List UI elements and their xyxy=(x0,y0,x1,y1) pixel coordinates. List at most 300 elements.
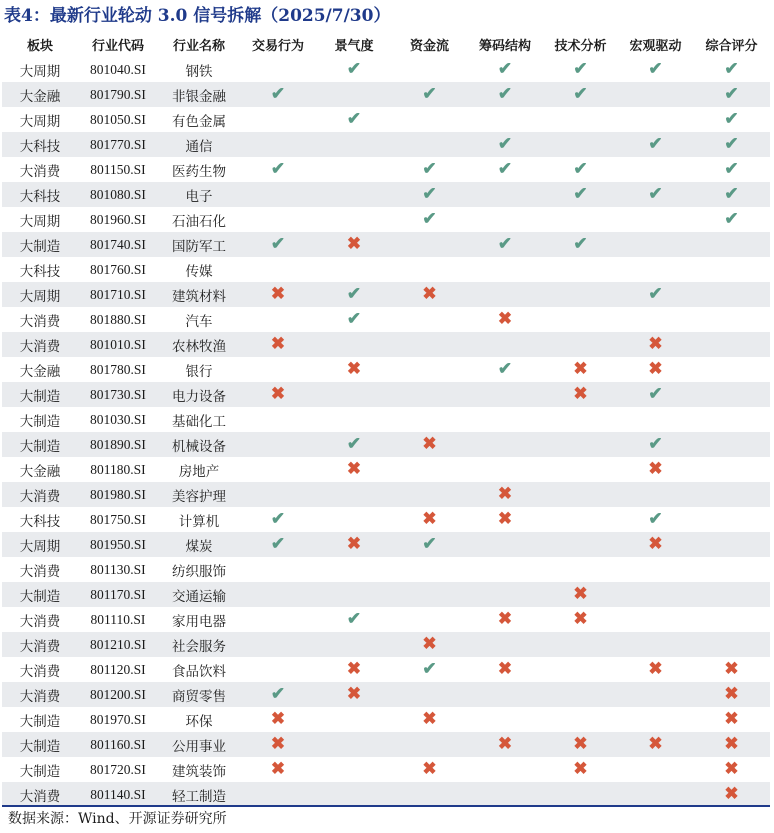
chip-signal-cell xyxy=(467,707,543,732)
macro-signal-cell xyxy=(618,507,693,532)
table-row xyxy=(2,432,770,457)
fund-flow-signal-cell xyxy=(392,407,467,432)
fund-flow-signal-cell xyxy=(392,107,467,132)
check-icon: ✔ xyxy=(270,684,286,704)
sector-cell: 大制造 xyxy=(19,713,61,730)
prosperity-signal-cell xyxy=(316,657,392,682)
prosperity-signal-cell xyxy=(316,732,392,757)
name-cell: 农林牧渔 xyxy=(158,332,240,357)
chip-signal-cell xyxy=(467,307,543,332)
name-cell: 机械设备 xyxy=(158,432,240,457)
table-row xyxy=(2,632,770,657)
fund-flow-signal-cell xyxy=(392,557,467,582)
table-row xyxy=(2,682,770,707)
table-row xyxy=(2,82,770,107)
fund-flow-signal-cell xyxy=(392,532,467,557)
check-icon: ✔ xyxy=(573,184,588,204)
table-row xyxy=(2,157,770,182)
code-cell: 801720.SI xyxy=(90,761,146,777)
prosperity-signal-cell xyxy=(316,357,392,382)
macro-signal-cell xyxy=(618,657,693,682)
check-icon: ✔ xyxy=(573,84,588,104)
name-cell: 煤炭 xyxy=(158,532,240,557)
chip-signal-cell xyxy=(467,57,543,82)
fund-flow-signal-cell xyxy=(392,657,467,682)
check-icon: ✔ xyxy=(422,84,437,104)
name-cell: 建筑装饰 xyxy=(172,763,226,780)
sector-cell: 大消费 xyxy=(2,682,78,707)
score-signal-cell xyxy=(693,582,770,607)
macro-signal-cell xyxy=(618,307,693,332)
sector-cell: 大周期 xyxy=(19,213,61,230)
cross-icon: ✖ xyxy=(724,734,739,754)
chip-signal-cell xyxy=(467,782,543,807)
code-cell: 801950.SI xyxy=(78,532,158,557)
score-signal-cell xyxy=(693,757,770,782)
score-signal-cell xyxy=(693,607,770,632)
score-signal-cell xyxy=(693,182,770,207)
fund-flow-signal-cell xyxy=(392,682,467,707)
col-header-macro: 宏观驱动 xyxy=(629,38,682,54)
sector-cell: 大消费 xyxy=(19,613,61,630)
sector-cell: 大科技 xyxy=(19,513,61,530)
table-row xyxy=(2,557,770,582)
macro-signal-cell xyxy=(618,432,693,457)
cross-icon: ✖ xyxy=(346,659,362,679)
trading-signal-cell xyxy=(240,757,316,782)
score-signal-cell xyxy=(693,282,770,307)
sector-cell: 大消费 xyxy=(2,482,78,507)
name-cell: 汽车 xyxy=(185,313,213,330)
trading-signal-cell xyxy=(240,132,316,157)
cross-icon: ✖ xyxy=(270,284,286,304)
fund-flow-signal-cell xyxy=(392,357,467,382)
trading-signal-cell xyxy=(240,232,316,257)
table-row xyxy=(2,332,770,357)
chip-signal-cell xyxy=(467,657,543,682)
score-signal-cell xyxy=(693,232,770,257)
chip-signal-cell xyxy=(467,457,543,482)
code-cell: 801750.SI xyxy=(90,511,146,527)
table-title: 表4：最新行业轮动 3.0 信号拆解（2025/7/30） xyxy=(4,6,391,26)
fund-flow-signal-cell xyxy=(392,707,467,732)
chip-signal-cell xyxy=(467,282,543,307)
chip-signal-cell xyxy=(467,532,543,557)
cross-icon: ✖ xyxy=(346,459,362,479)
table-row xyxy=(2,732,770,757)
cross-icon: ✖ xyxy=(270,759,286,779)
col-header-sector: 板块 xyxy=(26,38,53,54)
col-header-trading: 交易行为 xyxy=(251,38,304,54)
macro-signal-cell xyxy=(618,182,693,207)
cross-icon: ✖ xyxy=(497,484,513,504)
name-cell: 电子 xyxy=(158,182,240,207)
col-header-prosperity: 景气度 xyxy=(334,38,374,54)
trading-signal-cell xyxy=(240,632,316,657)
check-icon: ✔ xyxy=(724,134,739,154)
technical-signal-cell xyxy=(543,457,618,482)
trading-signal-cell xyxy=(240,182,316,207)
col-header-chip: 筹码结构 xyxy=(478,38,531,54)
macro-signal-cell xyxy=(618,782,693,807)
score-signal-cell xyxy=(693,457,770,482)
name-cell: 环保 xyxy=(185,713,213,730)
fund-flow-signal-cell xyxy=(392,182,467,207)
name-cell: 商贸零售 xyxy=(158,682,240,707)
fund-flow-signal-cell xyxy=(392,282,467,307)
prosperity-signal-cell xyxy=(316,757,392,782)
prosperity-signal-cell xyxy=(316,707,392,732)
macro-signal-cell xyxy=(618,482,693,507)
code-cell: 801030.SI xyxy=(90,411,146,427)
fund-flow-signal-cell xyxy=(392,507,467,532)
fund-flow-signal-cell xyxy=(392,432,467,457)
code-cell: 801170.SI xyxy=(78,582,158,607)
table-row xyxy=(2,207,770,232)
check-icon: ✔ xyxy=(346,609,362,629)
sector-cell: 大消费 xyxy=(19,663,61,680)
cross-icon: ✖ xyxy=(573,384,588,404)
code-cell: 801730.SI xyxy=(78,382,158,407)
fund-flow-signal-cell xyxy=(392,207,467,232)
table-row xyxy=(2,582,770,607)
trading-signal-cell xyxy=(240,682,316,707)
table-row xyxy=(2,257,770,282)
macro-signal-cell xyxy=(618,682,693,707)
code-cell: 801970.SI xyxy=(90,711,146,727)
chip-signal-cell xyxy=(467,507,543,532)
chip-signal-cell xyxy=(467,82,543,107)
col-header-score: 综合评分 xyxy=(705,38,758,54)
check-icon: ✔ xyxy=(497,134,513,154)
technical-signal-cell xyxy=(543,257,618,282)
score-signal-cell xyxy=(693,382,770,407)
prosperity-signal-cell xyxy=(316,582,392,607)
macro-signal-cell xyxy=(618,107,693,132)
check-icon: ✔ xyxy=(724,59,739,79)
technical-signal-cell xyxy=(543,357,618,382)
name-cell: 银行 xyxy=(185,363,213,380)
name-cell: 轻工制造 xyxy=(158,782,240,807)
table-row xyxy=(2,657,770,682)
trading-signal-cell xyxy=(240,657,316,682)
check-icon: ✔ xyxy=(497,234,513,254)
fund-flow-signal-cell xyxy=(392,232,467,257)
fund-flow-signal-cell xyxy=(392,782,467,807)
cross-icon: ✖ xyxy=(724,784,739,804)
macro-signal-cell xyxy=(618,257,693,282)
technical-signal-cell xyxy=(543,607,618,632)
col-header-fund-flow: 资金流 xyxy=(409,38,449,54)
sector-cell: 大制造 xyxy=(19,763,61,780)
check-icon: ✔ xyxy=(724,209,739,229)
code-cell: 801040.SI xyxy=(90,61,146,77)
trading-signal-cell xyxy=(240,732,316,757)
prosperity-signal-cell xyxy=(316,457,392,482)
cross-icon: ✖ xyxy=(648,459,663,479)
cross-icon: ✖ xyxy=(497,509,513,529)
fund-flow-signal-cell xyxy=(392,482,467,507)
table-row xyxy=(2,307,770,332)
technical-signal-cell xyxy=(543,532,618,557)
score-signal-cell xyxy=(693,682,770,707)
chip-signal-cell xyxy=(467,732,543,757)
macro-signal-cell xyxy=(618,382,693,407)
name-cell: 有色金属 xyxy=(172,113,226,130)
technical-signal-cell xyxy=(543,207,618,232)
fund-flow-signal-cell xyxy=(392,157,467,182)
col-header-code: 行业代码 xyxy=(91,38,144,54)
prosperity-signal-cell xyxy=(316,257,392,282)
code-cell: 801780.SI xyxy=(90,361,146,377)
prosperity-signal-cell xyxy=(316,332,392,357)
check-icon: ✔ xyxy=(270,509,286,529)
table-row xyxy=(2,232,770,257)
cross-icon: ✖ xyxy=(270,709,286,729)
cross-icon: ✖ xyxy=(346,234,362,254)
macro-signal-cell xyxy=(618,632,693,657)
cross-icon: ✖ xyxy=(724,759,739,779)
sector-cell: 大金融 xyxy=(19,463,61,480)
fund-flow-signal-cell xyxy=(392,307,467,332)
code-cell: 801200.SI xyxy=(78,682,158,707)
check-icon: ✔ xyxy=(422,534,437,554)
technical-signal-cell xyxy=(543,782,618,807)
check-icon: ✔ xyxy=(648,284,663,304)
score-signal-cell xyxy=(693,557,770,582)
technical-signal-cell xyxy=(543,632,618,657)
col-header-technical: 技术分析 xyxy=(554,38,607,54)
name-cell: 基础化工 xyxy=(172,413,226,430)
score-signal-cell xyxy=(693,157,770,182)
code-cell: 801880.SI xyxy=(90,311,146,327)
check-icon: ✔ xyxy=(497,159,513,179)
technical-signal-cell xyxy=(543,507,618,532)
macro-signal-cell xyxy=(618,207,693,232)
chip-signal-cell xyxy=(467,132,543,157)
sector-cell: 大制造 xyxy=(2,232,78,257)
prosperity-signal-cell xyxy=(316,432,392,457)
check-icon: ✔ xyxy=(422,209,437,229)
macro-signal-cell xyxy=(618,357,693,382)
table-row xyxy=(2,132,770,157)
sector-cell: 大制造 xyxy=(2,382,78,407)
macro-signal-cell xyxy=(618,607,693,632)
check-icon: ✔ xyxy=(346,59,362,79)
sector-cell: 大消费 xyxy=(2,632,78,657)
macro-signal-cell xyxy=(618,532,693,557)
prosperity-signal-cell xyxy=(316,507,392,532)
macro-signal-cell xyxy=(618,757,693,782)
check-icon: ✔ xyxy=(573,59,588,79)
table-row xyxy=(2,407,770,432)
prosperity-signal-cell xyxy=(316,57,392,82)
chip-signal-cell xyxy=(467,407,543,432)
cross-icon: ✖ xyxy=(422,509,437,529)
check-icon: ✔ xyxy=(724,159,739,179)
trading-signal-cell xyxy=(240,707,316,732)
name-cell: 交通运输 xyxy=(158,582,240,607)
check-icon: ✔ xyxy=(573,159,588,179)
check-icon: ✔ xyxy=(573,234,588,254)
prosperity-signal-cell xyxy=(316,482,392,507)
sector-cell: 大消费 xyxy=(19,563,61,580)
code-cell: 801130.SI xyxy=(90,561,146,577)
score-signal-cell xyxy=(693,307,770,332)
score-signal-cell xyxy=(693,257,770,282)
macro-signal-cell xyxy=(618,707,693,732)
code-cell: 801760.SI xyxy=(90,261,146,277)
fund-flow-signal-cell xyxy=(392,332,467,357)
macro-signal-cell xyxy=(618,457,693,482)
trading-signal-cell xyxy=(240,357,316,382)
chip-signal-cell xyxy=(467,207,543,232)
code-cell: 801770.SI xyxy=(78,132,158,157)
cross-icon: ✖ xyxy=(422,434,437,454)
technical-signal-cell xyxy=(543,432,618,457)
check-icon: ✔ xyxy=(270,84,286,104)
cross-icon: ✖ xyxy=(724,684,739,704)
check-icon: ✔ xyxy=(648,384,663,404)
score-signal-cell xyxy=(693,657,770,682)
prosperity-signal-cell xyxy=(316,607,392,632)
trading-signal-cell xyxy=(240,482,316,507)
code-cell: 801980.SI xyxy=(78,482,158,507)
macro-signal-cell xyxy=(618,282,693,307)
name-cell: 食品饮料 xyxy=(172,663,226,680)
trading-signal-cell xyxy=(240,582,316,607)
cross-icon: ✖ xyxy=(724,709,739,729)
fund-flow-signal-cell xyxy=(392,607,467,632)
code-cell: 801110.SI xyxy=(90,611,146,627)
name-cell: 传媒 xyxy=(185,263,213,280)
technical-signal-cell xyxy=(543,707,618,732)
table-row xyxy=(2,457,770,482)
prosperity-signal-cell xyxy=(316,207,392,232)
check-icon: ✔ xyxy=(724,184,739,204)
bottom-rule xyxy=(2,805,770,807)
cross-icon: ✖ xyxy=(422,634,437,654)
table-row xyxy=(2,107,770,132)
macro-signal-cell xyxy=(618,582,693,607)
code-cell: 801890.SI xyxy=(78,432,158,457)
cross-icon: ✖ xyxy=(270,384,286,404)
prosperity-signal-cell xyxy=(316,107,392,132)
fund-flow-signal-cell xyxy=(392,257,467,282)
name-cell: 纺织服饰 xyxy=(172,563,226,580)
sector-cell: 大科技 xyxy=(2,182,78,207)
fund-flow-signal-cell xyxy=(392,82,467,107)
code-cell: 801210.SI xyxy=(78,632,158,657)
chip-signal-cell xyxy=(467,582,543,607)
signal-table xyxy=(2,31,770,807)
technical-signal-cell xyxy=(543,57,618,82)
sector-cell: 大消费 xyxy=(2,782,78,807)
fund-flow-signal-cell xyxy=(392,382,467,407)
technical-signal-cell xyxy=(543,482,618,507)
check-icon: ✔ xyxy=(648,134,663,154)
sector-cell: 大制造 xyxy=(2,582,78,607)
trading-signal-cell xyxy=(240,157,316,182)
score-signal-cell xyxy=(693,332,770,357)
table-row xyxy=(2,757,770,782)
score-signal-cell xyxy=(693,707,770,732)
prosperity-signal-cell xyxy=(316,407,392,432)
table-row xyxy=(2,182,770,207)
cross-icon: ✖ xyxy=(346,534,362,554)
sector-cell: 大科技 xyxy=(19,263,61,280)
prosperity-signal-cell xyxy=(316,557,392,582)
name-cell: 医药生物 xyxy=(172,163,226,180)
chip-signal-cell xyxy=(467,357,543,382)
cross-icon: ✖ xyxy=(573,759,588,779)
check-icon: ✔ xyxy=(724,109,739,129)
prosperity-signal-cell xyxy=(316,132,392,157)
cross-icon: ✖ xyxy=(270,734,286,754)
trading-signal-cell xyxy=(240,82,316,107)
chip-signal-cell xyxy=(467,382,543,407)
name-cell: 房地产 xyxy=(178,463,220,480)
chip-signal-cell xyxy=(467,632,543,657)
cross-icon: ✖ xyxy=(346,684,362,704)
sector-cell: 大制造 xyxy=(2,432,78,457)
prosperity-signal-cell xyxy=(316,532,392,557)
name-cell: 计算机 xyxy=(178,513,220,530)
name-cell: 钢铁 xyxy=(185,63,213,80)
chip-signal-cell xyxy=(467,607,543,632)
score-signal-cell xyxy=(693,407,770,432)
technical-signal-cell xyxy=(543,382,618,407)
trading-signal-cell xyxy=(240,332,316,357)
cross-icon: ✖ xyxy=(648,359,663,379)
chip-signal-cell xyxy=(467,557,543,582)
trading-signal-cell xyxy=(240,607,316,632)
cross-icon: ✖ xyxy=(573,609,588,629)
sector-cell: 大周期 xyxy=(2,532,78,557)
check-icon: ✔ xyxy=(497,59,513,79)
sector-cell: 大科技 xyxy=(2,132,78,157)
table-row xyxy=(2,357,770,382)
check-icon: ✔ xyxy=(422,159,437,179)
cross-icon: ✖ xyxy=(648,334,663,354)
cross-icon: ✖ xyxy=(573,734,588,754)
technical-signal-cell xyxy=(543,332,618,357)
score-signal-cell xyxy=(693,532,770,557)
sector-cell: 大金融 xyxy=(19,363,61,380)
name-cell: 美容护理 xyxy=(158,482,240,507)
table-row xyxy=(2,607,770,632)
fund-flow-signal-cell xyxy=(392,757,467,782)
cross-icon: ✖ xyxy=(422,284,437,304)
sector-cell: 大消费 xyxy=(19,313,61,330)
chip-signal-cell xyxy=(467,482,543,507)
score-signal-cell xyxy=(693,132,770,157)
score-signal-cell xyxy=(693,357,770,382)
prosperity-signal-cell xyxy=(316,157,392,182)
check-icon: ✔ xyxy=(346,284,362,304)
prosperity-signal-cell xyxy=(316,232,392,257)
fund-flow-signal-cell xyxy=(392,132,467,157)
trading-signal-cell xyxy=(240,382,316,407)
macro-signal-cell xyxy=(618,82,693,107)
code-cell: 801740.SI xyxy=(78,232,158,257)
check-icon: ✔ xyxy=(346,434,362,454)
fund-flow-signal-cell xyxy=(392,582,467,607)
name-cell: 非银金融 xyxy=(158,82,240,107)
trading-signal-cell xyxy=(240,507,316,532)
technical-signal-cell xyxy=(543,157,618,182)
technical-signal-cell xyxy=(543,657,618,682)
